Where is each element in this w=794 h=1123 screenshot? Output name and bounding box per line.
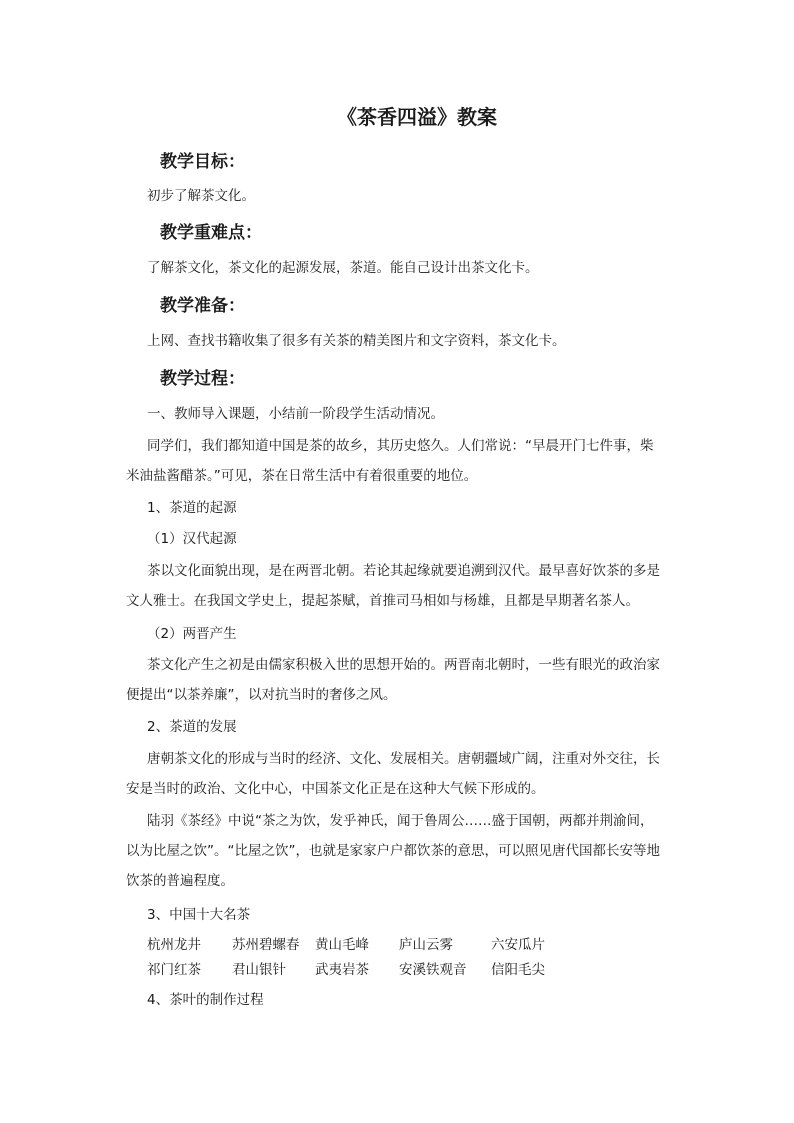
heading-key-points: 教学重难点： [160,223,262,243]
preparation-text: 上网、查找书籍收集了很多有关茶的精美图片和文字资料，茶文化卡。 [147,333,566,349]
tea-name: 安溪铁观音 [399,962,467,978]
tea-name: 苏州碧螺春 [232,937,300,953]
paragraph-jin [126,650,677,710]
tea-name: 杭州龙井 [147,937,201,953]
paragraph-luyu [126,806,677,896]
tea-name: 六安瓜片 [491,937,545,953]
tea-name: 信阳毛尖 [491,962,545,978]
section-famous-teas-heading: 3、中国十大名茶 [147,907,251,923]
tea-name: 祁门红茶 [147,962,201,978]
heading-teaching-goals: 教学目标： [160,152,245,172]
paragraph-han [126,556,677,616]
paragraph-line: 米油盐酱醋茶。”可见，茶在日常生活中有着很重要的地位。 [126,468,478,484]
paragraph-intro [126,431,677,491]
subsection-jin-heading: （2）两晋产生 [147,626,237,642]
paragraph-tang [126,744,677,804]
goal-text: 初步了解茶文化。 [147,188,255,204]
paragraph-line: 便提出“以茶养廉”，以对抗当时的奢侈之风。 [126,687,397,703]
paragraph-line: 饮茶的普遍程度。 [126,873,234,889]
paragraph-line: 唐朝茶文化的形成与当时的经济、文化、发展相关。唐朝疆域广阔，注重对外交往，长 [147,751,660,767]
subsection-han-heading: （1）汉代起源 [147,531,237,547]
tea-name: 武夷岩茶 [315,962,369,978]
tea-name: 黄山毛峰 [315,937,369,953]
tea-name: 君山银针 [232,962,286,978]
heading-process: 教学过程： [160,369,245,389]
heading-preparation: 教学准备： [160,296,245,316]
section-production-heading: 4、茶叶的制作过程 [147,992,264,1008]
document-title: 《茶香四溢》教案 [337,105,497,129]
tea-name: 庐山云雾 [399,937,453,953]
process-intro: 一、教师导入课题，小结前一阶段学生活动情况。 [147,406,444,422]
paragraph-line: 以为比屋之饮”。“比屋之饮”，也就是家家户户都饮茶的意思，可以照见唐代国都长安等地 [126,843,660,859]
paragraph-line: 文人雅士。在我国文学史上，提起茶赋，首推司马相如与杨雄，且都是早期著名茶人。 [126,593,639,609]
section-origin-heading: 1、茶道的起源 [147,500,237,516]
paragraph-line: 茶文化产生之初是由儒家积极入世的思想开始的。两晋南北朝时，一些有眼光的政治家 [147,657,660,673]
paragraph-line: 陆羽《茶经》中说“茶之为饮，发乎神氏，闻于鲁周公……盛于国朝，两都并荆渝间， [147,813,654,829]
paragraph-line: 安是当时的政治、文化中心，中国茶文化正是在这种大气候下形成的。 [126,781,545,797]
paragraph-line: 茶以文化面貌出现，是在两晋北朝。若论其起缘就要追溯到汉代。最早喜好饮茶的多是 [147,563,660,579]
section-development-heading: 2、茶道的发展 [147,719,237,735]
paragraph-line: 同学们，我们都知道中国是茶的故乡，其历史悠久。人们常说：“早晨开门七件事，柴 [147,438,654,454]
key-points-text: 了解茶文化，茶文化的起源发展，茶道。能自己设计出茶文化卡。 [147,260,539,276]
